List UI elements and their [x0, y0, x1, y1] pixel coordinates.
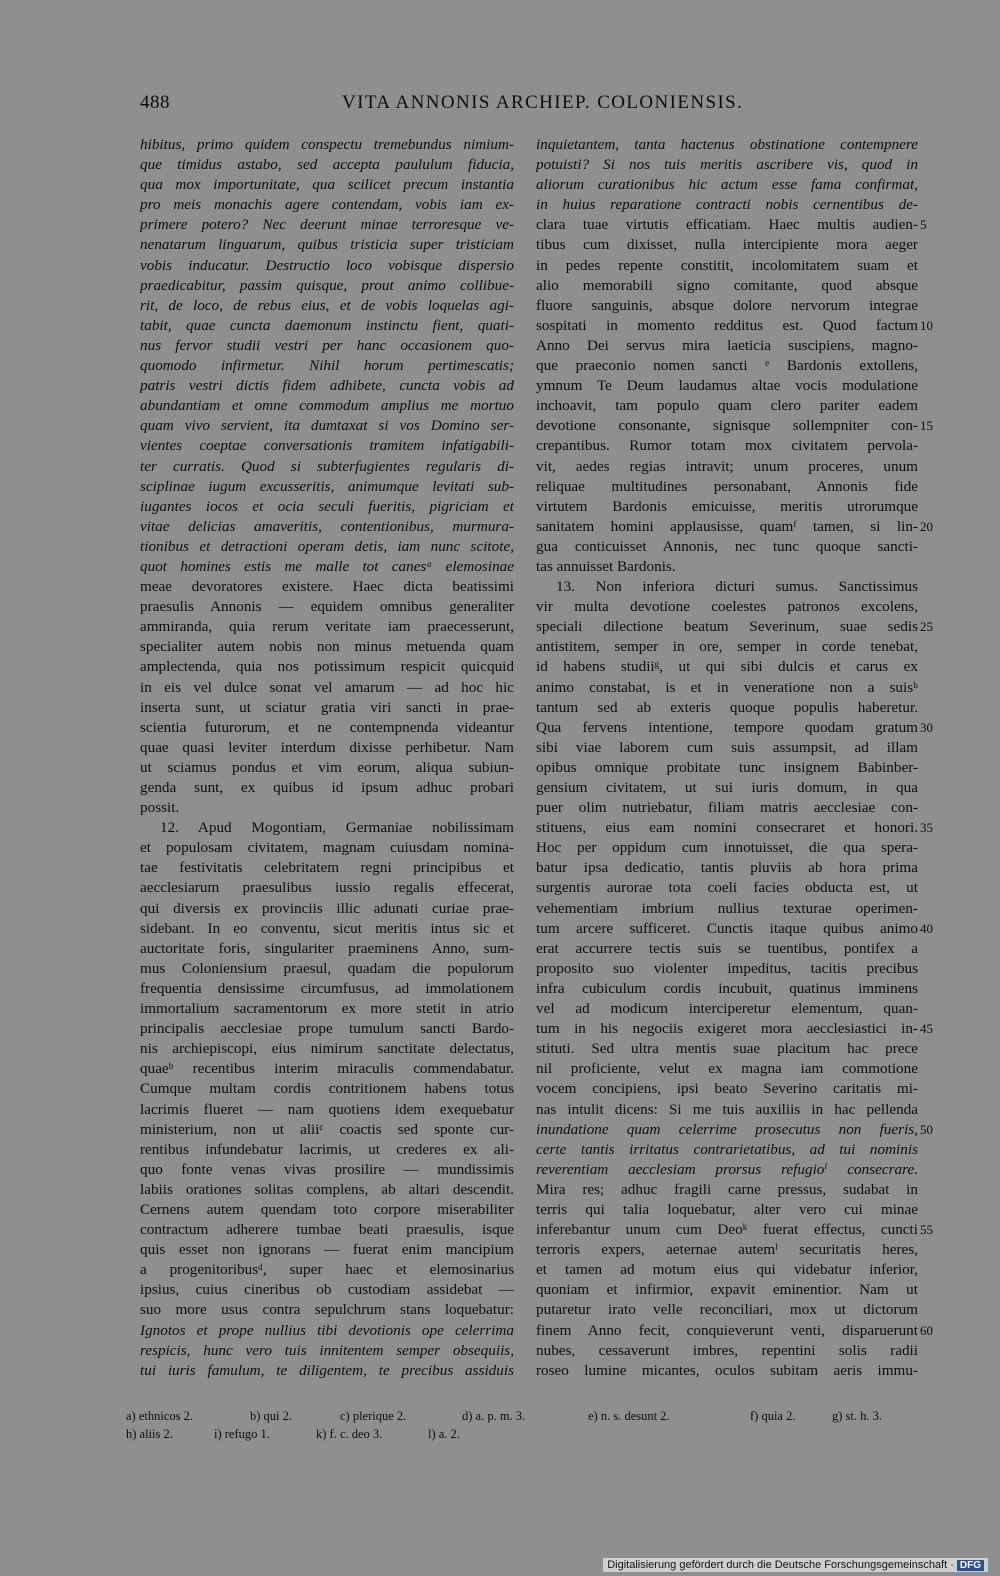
text-line: reverentiam aecclesiam prorsus refugioⁱ consecrare. — [536, 1160, 918, 1178]
text-line: vel ad modicum interciperetur elementum, quan- — [536, 1000, 918, 1018]
text-line: meae devoratores existere. Haec dicta beatissimi — [140, 578, 514, 596]
margin-line-number: 60 — [920, 1322, 933, 1338]
text-line: tum in his negociis exigeret mora aecclesiastici in- — [536, 1020, 918, 1038]
text-line: que timidus astabo, sed accepta paululum fiducia, — [140, 156, 514, 174]
text-line: quo fonte venas vivas prosilire — mundissimis — [140, 1160, 514, 1178]
text-line: rentibus infundebatur lacrimis, ut crederes ex ali- — [140, 1140, 514, 1158]
text-line: nis archiepiscopi, eius nimirum sanctitate delectatus, — [140, 1040, 514, 1058]
text-line: speciali dilectione beatum Severinum, suae sedis — [536, 618, 918, 636]
text-line: quam vivo servient, ita dumtaxat si vos Domino ser- — [140, 417, 514, 435]
text-line: ammiranda, quia rerum veritate iam praecesserunt, — [140, 618, 514, 636]
text-line: pro meis monachis agere contendam, vobis iam ex- — [140, 196, 514, 214]
text-line: hibitus, primo quidem conspectu tremebundus nimium- — [140, 136, 514, 153]
text-line: a progenitoribusᵈ, super haec et elemosinarius — [140, 1261, 514, 1279]
text-line: tas annuisset Bardonis. — [536, 557, 676, 575]
text-line: iugantes iocos et ocia seculi fueritis, pigriciam et — [140, 497, 514, 515]
left-column — [140, 135, 514, 1381]
margin-line-number: 55 — [920, 1222, 933, 1238]
text-line: Cumque multam cordis contritionem habens totus — [140, 1080, 514, 1098]
margin-line-number: 50 — [920, 1121, 933, 1137]
text-line: lacrimis flueret — nam quotiens idem exequebatur — [140, 1100, 514, 1118]
text-line: labiis orationes solitas complens, ab altari descendit. — [140, 1180, 514, 1198]
text-line: principalis aecclesiae prope tumulum sancti Bardo- — [140, 1020, 514, 1038]
text-line: opibus omnique probitate tunc insignem Babinber- — [536, 758, 918, 776]
text-line: batur ipsa dedicatio, tantis pluviis ab hora prima — [536, 859, 918, 877]
text-line: nenatarum linguarum, quibus tristicia super tristiciam — [140, 236, 514, 254]
text-line: mus Coloniensium praesul, quadam die populorum — [140, 959, 514, 977]
text-line: 12. Apud Mogontiam, Germaniae nobilissimam — [160, 819, 514, 837]
margin-line-number: 30 — [920, 719, 933, 735]
text-line: tui iuris famulum, te diligentem, te precibus assiduis — [140, 1361, 514, 1379]
text-line: vobis inducatur. Destructio loco vobisque dispersio — [140, 256, 514, 274]
text-line: sibi viae laborem cum suis assumpsit, ad illam — [536, 738, 918, 756]
text-line: stituti. Sed ultra mentis suae placitum hac prece — [536, 1040, 918, 1058]
text-line: sciplinae iugum excusseritis, animumque levitati sub- — [140, 477, 514, 495]
text-line: quomodo infirmetur. Nihil horum pertimescatis; — [140, 357, 514, 375]
text-line: sanitatem homini applausisse, quamᶠ tamen, si lin- — [536, 517, 918, 535]
footnote-line-2 — [126, 1427, 926, 1445]
text-line: sidebant. In eo conventu, sicut meritis intus sic et — [140, 919, 514, 937]
right-column — [536, 135, 918, 1381]
text-line: Hoc per oppidum cum innotuisset, die qua spera- — [536, 839, 918, 857]
text-line: praesulis Annonis — equidem omnibus generaliter — [140, 598, 514, 616]
text-line: animo constabat, is et in veneratione non a suisʰ — [536, 678, 918, 696]
text-line: et tamen ad motum eius qui videbatur inferior, — [536, 1261, 918, 1279]
text-line: crepantibus. Rumor totam mox civitatem pervola- — [536, 437, 918, 455]
text-line: primere potero? Nec deerunt minae terroresque ve- — [140, 216, 514, 234]
margin-line-number: 20 — [920, 518, 933, 534]
footnote-line-1 — [126, 1409, 926, 1427]
text-line: inserta sunt, ut sciatur gratia viri sancti in prae- — [140, 698, 514, 716]
text-line: frequentia densissime circumfusus, ad immolationem — [140, 979, 514, 997]
text-line: in pedes repente constitit, incolomitatem suam et — [536, 256, 918, 274]
text-line: ipsius, cuius cineribus ob custodiam assidebat — — [140, 1281, 514, 1299]
text-line: quoniam et infirmior, expavit eminentior. Nam ut — [536, 1281, 918, 1299]
footnote: d) a. p. m. 3. — [462, 1409, 526, 1423]
text-line: potuisti? Si nos tuis meritis ascribere vis, quod in — [536, 156, 918, 174]
text-line: quae quasi leviter interdum dixisse perhibetur. Nam — [140, 738, 514, 756]
text-line: in huius reparatione contracti nobis cernentibus de- — [536, 196, 918, 214]
text-line: Mira res; adhuc fragili carne pressus, sudabat in — [536, 1180, 918, 1198]
text-line: immortalium sacramentorum ex more stetit in atrio — [140, 1000, 514, 1018]
text-line: praedicabitur, passim quisque, prout animo collibue- — [140, 276, 514, 294]
text-line: Ignotos et prope nullius tibi devotionis ope celerrima — [140, 1321, 514, 1339]
text-line: amplectenda, quia nos potissimum respicit quicquid — [140, 658, 514, 676]
text-line: genda sunt, ex quibus id ipsum adhuc probari — [140, 779, 514, 796]
text-line: putaretur irato velle reconciliari, mox ut dictorum — [536, 1301, 918, 1319]
text-line: finem Anno fecit, conquieverunt venti, disparuerunt — [536, 1321, 918, 1339]
text-line: virtutem Bardonis emicuisse, meritis utrorumque — [536, 497, 918, 515]
text-line: aliorum curationibus hic actum esse fama confirmat, — [536, 176, 918, 194]
text-line: tum arcere sufficeret. Cunctis itaque quibus animo — [536, 919, 918, 937]
text-line: antistitem, semper in ore, semper in corde tenebat, — [536, 638, 918, 656]
text-line: surgentis aurorae tota coeli facies obducta est, ut — [536, 879, 918, 897]
text-line: nil proficiente, velut ex magna iam commotione — [536, 1060, 918, 1078]
footnote: k) f. c. deo 3. — [316, 1427, 383, 1441]
text-line: patris vestri dictis fidem adhibete, cuncta vobis ad — [140, 377, 514, 395]
margin-line-number: 35 — [920, 820, 933, 836]
text-line: fluore sanguinis, absque dolore nervorum integrae — [536, 296, 918, 314]
text-line: vientes coeptae conversationis tramitem infatigabili- — [140, 437, 514, 455]
credit-text: Digitalisierung gefördert durch die Deutsche Forschungsgemeinschaft · — [607, 1559, 954, 1571]
text-line: alio memorabili signo comitante, quod absque — [536, 276, 918, 294]
text-line: stituens, eius eam nomini consecraret et honori. — [536, 819, 918, 837]
footnotes — [126, 1409, 926, 1445]
margin-line-number: 45 — [920, 1021, 933, 1037]
text-line: quot homines estis me malle tot canesᵃ elemosinae — [140, 557, 514, 575]
text-line: gua conticuisset Annonis, nec tunc quoque sancti- — [536, 537, 918, 555]
text-line: specialiter autem nobis non minus metuenda quam — [140, 638, 514, 656]
footnote: c) plerique 2. — [340, 1409, 407, 1423]
text-line: inquietantem, tanta hactenus obstinatione contempnere — [536, 136, 918, 153]
text-line: tibus cum dixisset, nulla intercipiente mora aeger — [536, 236, 918, 254]
footnote: f) quia 2. — [750, 1409, 796, 1423]
footnote: g) st. h. 3. — [832, 1409, 882, 1423]
text-line: rit, de loco, de rebus eius, et de vobis loquelas agi- — [140, 296, 514, 314]
text-line: inchoavit, tam populo quam clero pariter eadem — [536, 397, 918, 415]
text-line: vitae delicias amaveritis, contentionibus, murmura- — [140, 517, 514, 535]
footnote: b) qui 2. — [250, 1409, 293, 1423]
text-line: nus fervor studii vestri per hanc occasionem quo- — [140, 336, 514, 354]
text-line: vir multa devotione coelestes patronos excolens, — [536, 598, 918, 616]
text-line: quis esset non ignorans — fuerat enim mancipium — [140, 1241, 514, 1259]
text-line: puer olim nutriebatur, filiam matris aecclesiae con- — [536, 799, 918, 817]
text-line: erat accurrere tectis suis se tuentibus, pontifex a — [536, 939, 918, 957]
text-line: terroris expers, aeternae autemˡ securitatis heres, — [536, 1241, 918, 1259]
text-line: sospitati in momento redditus est. Quod factum — [536, 316, 918, 334]
text-line: quaeᵇ recentibus interim miraculis commendabatur. — [140, 1060, 514, 1078]
footnote: l) a. 2. — [428, 1427, 460, 1441]
text-line: devotione consonante, signisque sollempniter con- — [536, 417, 918, 435]
text-line: nas intulit dicens: Si me tuis auxiliis in hac pellenda — [536, 1100, 918, 1118]
text-line: terris qui talia loquebatur, alter vero cui minae — [536, 1200, 918, 1218]
footnote: h) aliis 2. — [126, 1427, 173, 1441]
page-number: 488 — [140, 92, 170, 113]
text-line: gensium civitatem, ut sui iuris domum, in qua — [536, 779, 918, 796]
digitization-credit — [603, 1558, 988, 1572]
text-line: Qua fervens intentione, tempore quodam gratum — [536, 718, 918, 736]
text-line: que praeconio nomen sancti ᵉ Bardonis extollens, — [536, 357, 918, 375]
text-line: scientia futurorum, et ne contempnenda videantur — [140, 718, 514, 736]
margin-line-number: 10 — [920, 317, 933, 333]
text-line: suo more usus contra sepulchrum stans loquebatur: — [140, 1301, 514, 1319]
text-line: ministerium, non ut aliiᶜ coactis sed sponte cur- — [140, 1120, 514, 1138]
margin-line-number: 15 — [920, 418, 933, 434]
text-line: Anno Dei servus mira laeticia suscipiens, magno- — [536, 336, 918, 354]
text-line: proposito suo violenter impeditus, tacitis precibus — [536, 959, 918, 977]
text-line: auctoritate foris, singulariter praeminens Anno, sum- — [140, 939, 514, 957]
running-title: VITA ANNONIS ARCHIEP. COLONIENSIS. — [342, 92, 744, 113]
text-line: 13. Non inferiora dicturi sumus. Sanctissimus — [556, 578, 918, 596]
text-line: nubes, cessaverunt imbres, repentini solis radii — [536, 1341, 918, 1359]
text-line: abundantiam et omne commodum amplius me mortuo — [140, 397, 514, 415]
text-line: qui diversis ex provinciis illic adunati curiae prae- — [140, 899, 514, 917]
text-line: ter curratis. Quod si subterfugientes regularis di- — [140, 457, 514, 475]
text-line: tabit, quae cuncta daemonum instinctu fient, quati- — [140, 316, 514, 334]
text-line: inferebantur unum cum Deoᵏ fuerat effectus, cuncti — [536, 1221, 918, 1239]
text-line: tantum sed ab exteris quoque populis haberetur. — [536, 698, 918, 716]
text-line: vocem concipiens, ipsi beato Severino caritatis mi- — [536, 1080, 918, 1098]
text-line: reliquae multitudines personabant, Annonis fide — [536, 477, 918, 495]
margin-line-number: 5 — [920, 217, 927, 233]
text-line: qua mox importunitate, qua scilicet precum instantia — [140, 176, 514, 194]
footnote: e) n. s. desunt 2. — [588, 1409, 670, 1423]
footnote: i) refugo 1. — [214, 1427, 270, 1441]
text-line: possit. — [140, 799, 180, 817]
footnote: a) ethnicos 2. — [126, 1409, 193, 1423]
text-line: tionibus et detractioni operam detis, iam nunc scitote, — [140, 537, 514, 555]
dfg-logo: DFG — [957, 1560, 984, 1571]
text-line: id habens studiiᵍ, ut qui sibi dulcis et carus ex — [536, 658, 918, 676]
text-line: aecclesiarum praesulibus iussio regalis effecerat, — [140, 879, 514, 897]
text-line: contractum adherere tumbae beati praesulis, isque — [140, 1221, 514, 1239]
text-line: inundatione quam celerrime prosecutus non fueris, — [536, 1120, 918, 1138]
text-line: vehementiam imbrium nullius texturae operimen- — [536, 899, 918, 917]
text-line: tae festivitatis celebritatem regni principibus et — [140, 859, 514, 877]
text-line: respicis, hunc vero tuis innitentem semper obsequiis, — [140, 1341, 514, 1359]
text-line: ymnum Te Deum laudamus altae vocis modulatione — [536, 377, 918, 395]
text-line: ut sciamus pondus et vim eorum, aliqua subiun- — [140, 758, 514, 776]
text-line: Cernens autem quendam toto corpore miserabiliter — [140, 1200, 514, 1218]
margin-line-number: 25 — [920, 619, 933, 635]
text-line: certe tantis irritatus contrarietatibus, ad tui nominis — [536, 1140, 918, 1158]
text-line: roseo lumine micantes, oculos subitam aeris immu- — [536, 1361, 918, 1379]
text-line: in eis vel dulce sonat vel amarum — ad hoc hic — [140, 678, 514, 696]
text-line: vit, aedes regias intravit; unum proceres, unum — [536, 457, 918, 475]
text-line: et populosam civitatem, magnam cuiusdam nomina- — [140, 839, 514, 857]
text-line: clara tuae virtutis efficatiam. Haec multis audien- — [536, 216, 918, 234]
margin-line-number: 40 — [920, 920, 933, 936]
text-line: infra cubiculum cordis incubuit, quatinus imminens — [536, 979, 918, 997]
